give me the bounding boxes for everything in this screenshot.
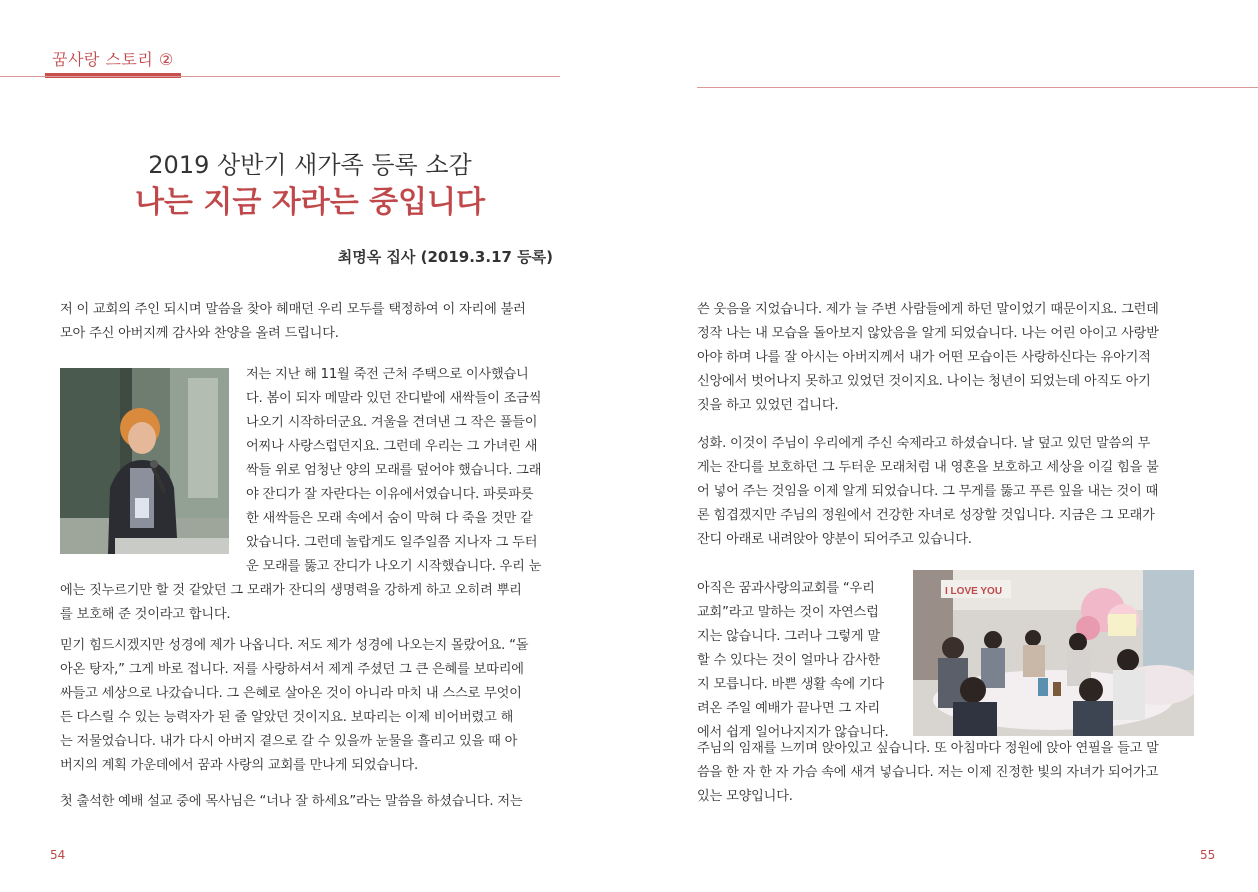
- left-intro-paragraph: [60, 298, 526, 346]
- text-line: 지는 않습니다. 그러나 그렇게 말: [697, 629, 880, 644]
- article-subtitle: 2019 상반기 새가족 등록 소감: [148, 151, 472, 179]
- text-line: 잔디 아래로 내려앉아 양분이 되어주고 있습니다.: [697, 532, 972, 547]
- fellowship-photo: [913, 570, 1194, 736]
- text-line: 에는 짓누르기만 할 것 같았던 그 모래가 잔디의 생명력을 강하게 하고 오히려 뿌리: [60, 583, 522, 598]
- article-author: 최명옥 집사 (2019.3.17 등록): [337, 248, 553, 266]
- text-line: 교회”라고 말하는 것이 자연스럽: [697, 605, 879, 620]
- text-line: 야 잔디가 잘 자란다는 이유에서였습니다. 파릇파릇: [246, 487, 534, 502]
- page-number-right: 55: [1200, 848, 1216, 862]
- text-line: 주님의 임재를 느끼며 앉아있고 싶습니다. 또 아침마다 정원에 앉아 연필을 들고 말: [697, 741, 1159, 756]
- text-line: 에서 쉽게 일어나지지가 않습니다.: [697, 725, 889, 740]
- text-line: 는 저물었습니다. 내가 다시 아버지 곁으로 갈 수 있을까 눈물을 흘리고 있을 때 아: [60, 734, 518, 749]
- text-line: 아직은 꿈과사랑의교회를 “우리: [697, 581, 875, 596]
- left-paragraph-continued: [60, 579, 522, 627]
- left-paragraph-3: [60, 634, 528, 778]
- article-title: 나는 지금 자라는 중입니다: [134, 185, 486, 220]
- header-rule-right: [697, 87, 1258, 88]
- text-line: 정작 나는 내 모습을 돌아보지 않았음을 알게 되었습니다. 나는 어린 아이고 사랑받: [697, 326, 1159, 341]
- text-line: 았습니다. 그런데 놀랍게도 일주일쯤 지나자 그 두터: [246, 535, 538, 550]
- text-line: 어찌나 사랑스럽던지요. 그런데 우리는 그 가녀린 새: [246, 439, 538, 454]
- text-line: 아야 하며 나를 잘 아시는 아버지께서 내가 어떤 모습이든 사랑하신다는 유아기적: [697, 350, 1151, 365]
- right-paragraph-beside-photo: [697, 577, 889, 745]
- text-line: 버지의 계획 가운데에서 꿈과 사랑의 교회를 만나게 되었습니다.: [60, 758, 418, 773]
- speaker-photo: [60, 368, 229, 554]
- text-line: 싸들고 세상으로 나갔습니다. 그 은혜로 살아온 것이 아니라 마치 내 스스로 무엇이: [60, 686, 522, 701]
- header-rule-left: [0, 76, 560, 77]
- text-line: 성화. 이것이 주님이 우리에게 주신 숙제라고 하셨습니다. 날 덮고 있던 말씀의 무: [697, 436, 1151, 451]
- text-line: 짓을 하고 있었던 겁니다.: [697, 398, 839, 413]
- page-number-left: 54: [50, 848, 66, 862]
- left-paragraph-beside-photo: [246, 363, 541, 579]
- right-paragraph-1: [697, 298, 1159, 418]
- text-line: 있는 모양입니다.: [697, 789, 793, 804]
- text-line: 든 다스릴 수 있는 능력자가 된 줄 알았던 것이지요. 보따리는 이제 비어버렸고 해: [60, 710, 514, 725]
- text-line: 첫 출석한 예배 설교 중에 목사님은 “너나 잘 하세요”라는 말씀을 하셨습니다. 저는: [60, 794, 523, 809]
- text-line: 싹들 위로 엄청난 양의 모래를 덮어야 했습니다. 그래: [246, 463, 542, 478]
- text-line: 저 이 교회의 주인 되시며 말씀을 찾아 헤매던 우리 모두를 택정하여 이 자리에 불러: [60, 302, 526, 317]
- text-line: 운 모래를 뚫고 잔디가 나오기 시작했습니다. 우리 눈: [246, 559, 542, 574]
- text-line: 저는 지난 해 11월 죽전 근처 주택으로 이사했습니: [246, 367, 529, 382]
- fellowship-photo-illustration: [913, 570, 1194, 736]
- text-line: 를 보호해 준 것이라고 합니다.: [60, 607, 231, 622]
- text-line: 씀을 한 자 한 자 가슴 속에 새겨 넣습니다. 저는 이제 진정한 빛의 자녀가 되어가고: [697, 765, 1159, 780]
- text-line: 게는 잔디를 보호하던 그 두터운 모래처럼 내 영혼을 보호하고 세상을 이길 힘을 불: [697, 460, 1159, 475]
- text-line: 쓴 웃음을 지었습니다. 제가 늘 주변 사람들에게 하던 말이었기 때문이지요. 그런데: [697, 302, 1159, 317]
- banner-text: I LOVE YOU: [945, 586, 1003, 597]
- text-line: 나오기 시작하더군요. 겨울을 견뎌낸 그 작은 풀들이: [246, 415, 538, 430]
- right-paragraph-continued: [697, 737, 1159, 809]
- text-line: 믿기 힘드시겠지만 성경에 제가 나옵니다. 저도 제가 성경에 나오는지 몰랐어요. “돌: [60, 638, 529, 653]
- text-line: 한 새싹들은 모래 속에서 숨이 막혀 다 죽을 것만 같: [246, 511, 533, 526]
- text-line: 다. 봄이 되자 메말라 있던 잔디밭에 새싹들이 조금씩: [246, 391, 542, 406]
- text-line: 론 힘겹겠지만 주님의 정원에서 건강한 자녀로 성장할 것입니다. 지금은 그 모래가: [697, 508, 1155, 523]
- text-line: 할 수 있다는 것이 얼마나 감사한: [697, 653, 880, 668]
- text-line: 모아 주신 아버지께 감사와 찬양을 올려 드립니다.: [60, 326, 339, 341]
- speaker-photo-illustration: [60, 368, 229, 554]
- text-line: 지 모릅니다. 바쁜 생활 속에 기다: [697, 677, 884, 692]
- text-line: 아온 탕자,” 그게 바로 접니다. 저를 사랑하셔서 제게 주셨던 그 큰 은혜를 보따리에: [60, 662, 524, 677]
- text-line: 신앙에서 벗어나지 못하고 있었던 것이지요. 나이는 청년이 되었는데 아직도 아기: [697, 374, 1151, 389]
- left-paragraph-4: [60, 790, 522, 814]
- right-paragraph-2: [697, 432, 1159, 552]
- text-line: 어 넣어 주는 것임을 이제 알게 되었습니다. 그 무게를 뚫고 푸른 잎을 내는 것이 때: [697, 484, 1159, 499]
- section-label: 꿈사랑 스토리 ②: [52, 50, 174, 69]
- text-line: 려온 주일 예배가 끝나면 그 자리: [697, 701, 880, 716]
